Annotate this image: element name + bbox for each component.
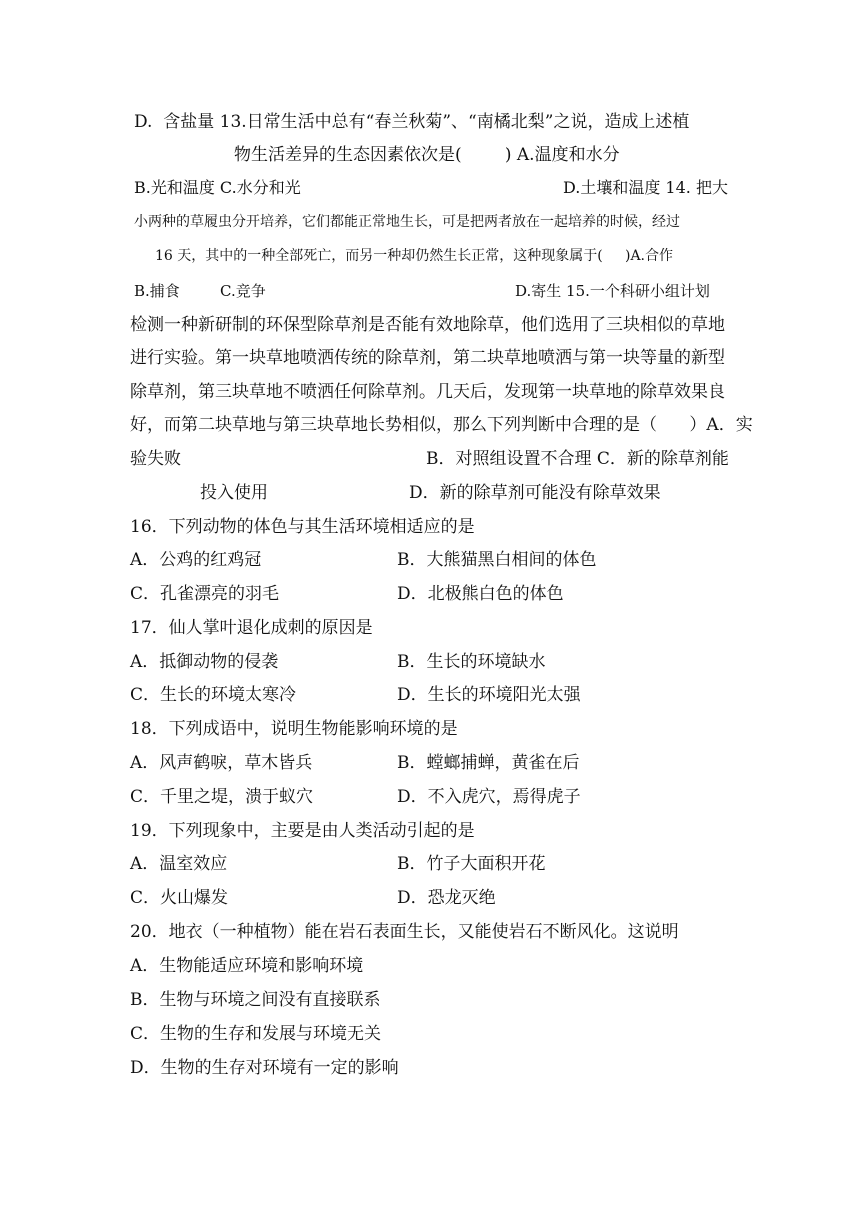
question-16-option-a: A．公鸡的红鸡冠	[130, 550, 262, 570]
question-20-option-c: C．生物的生存和发展与环境无关	[130, 1024, 382, 1044]
question-19-option-a: A．温室效应	[130, 854, 228, 874]
question-17-stem: 17．仙人掌叶退化成刺的原因是	[130, 618, 373, 638]
question-17-option-c: C．生长的环境太寒冷	[130, 685, 297, 705]
question-18-stem: 18．下列成语中，说明生物能影响环境的是	[130, 719, 458, 739]
text-line-6a: B.捕食	[134, 282, 180, 300]
question-20-option-a: A．生物能适应环境和影响环境	[130, 956, 364, 976]
text-line-11b: B．对照组设置不合理 C．新的除草剂能	[426, 449, 729, 469]
question-18-option-b: B．螳螂捕蝉，黄雀在后	[397, 753, 580, 773]
question-19-option-c: C．火山爆发	[130, 888, 229, 908]
text-line-8: 进行实验。第一块草地喷洒传统的除草剂，第二块草地喷洒与第一块等量的新型	[130, 348, 725, 368]
text-line-12a: 投入使用	[200, 483, 268, 503]
text-line-10: 好，而第二块草地与第三块草地长势相似，那么下列判断中合理的是（ ）A．实	[130, 415, 753, 435]
text-line-2: 物生活差异的生态因素依次是( ) A.温度和水分	[234, 145, 620, 165]
question-18-option-a: A．风声鹤唳，草木皆兵	[130, 753, 313, 773]
question-16-option-d: D．北极熊白色的体色	[397, 584, 564, 604]
text-line-6c: D.寄生 15.一个科研小组计划	[515, 282, 710, 300]
text-line-3b: D.土壤和温度 14. 把大	[563, 178, 728, 197]
question-20-stem: 20．地衣（一种植物）能在岩石表面生长，又能使岩石不断风化。这说明	[130, 922, 679, 942]
question-16-stem: 16．下列动物的体色与其生活环境相适应的是	[130, 517, 475, 537]
question-17-option-d: D．生长的环境阳光太强	[397, 685, 581, 705]
text-line-1: D. 含盐量 13.日常生活中总有“春兰秋菊”、“南橘北梨”之说，造成上述植	[134, 112, 690, 132]
text-line-3a: B.光和温度 C.水分和光	[134, 178, 301, 197]
question-19-stem: 19．下列现象中，主要是由人类活动引起的是	[130, 821, 475, 841]
question-20-option-d: D．生物的生存对环境有一定的影响	[130, 1058, 399, 1078]
question-18-option-c: C．千里之堤，溃于蚁穴	[130, 787, 314, 807]
question-19-option-d: D．恐龙灭绝	[397, 888, 496, 908]
question-17-option-b: B．生长的环境缺水	[397, 652, 546, 672]
question-16-option-b: B．大熊猫黑白相间的体色	[397, 550, 597, 570]
text-line-11a: 验失败	[130, 449, 181, 469]
text-line-9: 除草剂，第三块草地不喷洒任何除草剂。几天后，发现第一块草地的除草效果良	[130, 382, 725, 402]
question-20-option-b: B．生物与环境之间没有直接联系	[130, 990, 381, 1010]
question-19-option-b: B．竹子大面积开花	[397, 854, 546, 874]
text-line-7: 检测一种新研制的环保型除草剂是否能有效地除草，他们选用了三块相似的草地	[130, 315, 725, 335]
text-line-5: 16 天，其中的一种全部死亡，而另一种却仍然生长正常，这种现象属于( )A.合作	[155, 248, 673, 264]
text-line-12b: D．新的除草剂可能没有除草效果	[409, 483, 661, 503]
question-16-option-c: C．孔雀漂亮的羽毛	[130, 584, 280, 604]
question-17-option-a: A．抵御动物的侵袭	[130, 652, 279, 672]
text-line-6b: C.竞争	[220, 282, 266, 300]
text-line-4: 小两种的草履虫分开培养，它们都能正常地生长，可是把两者放在一起培养的时候，经过	[134, 214, 680, 230]
question-18-option-d: D．不入虎穴，焉得虎子	[397, 787, 581, 807]
